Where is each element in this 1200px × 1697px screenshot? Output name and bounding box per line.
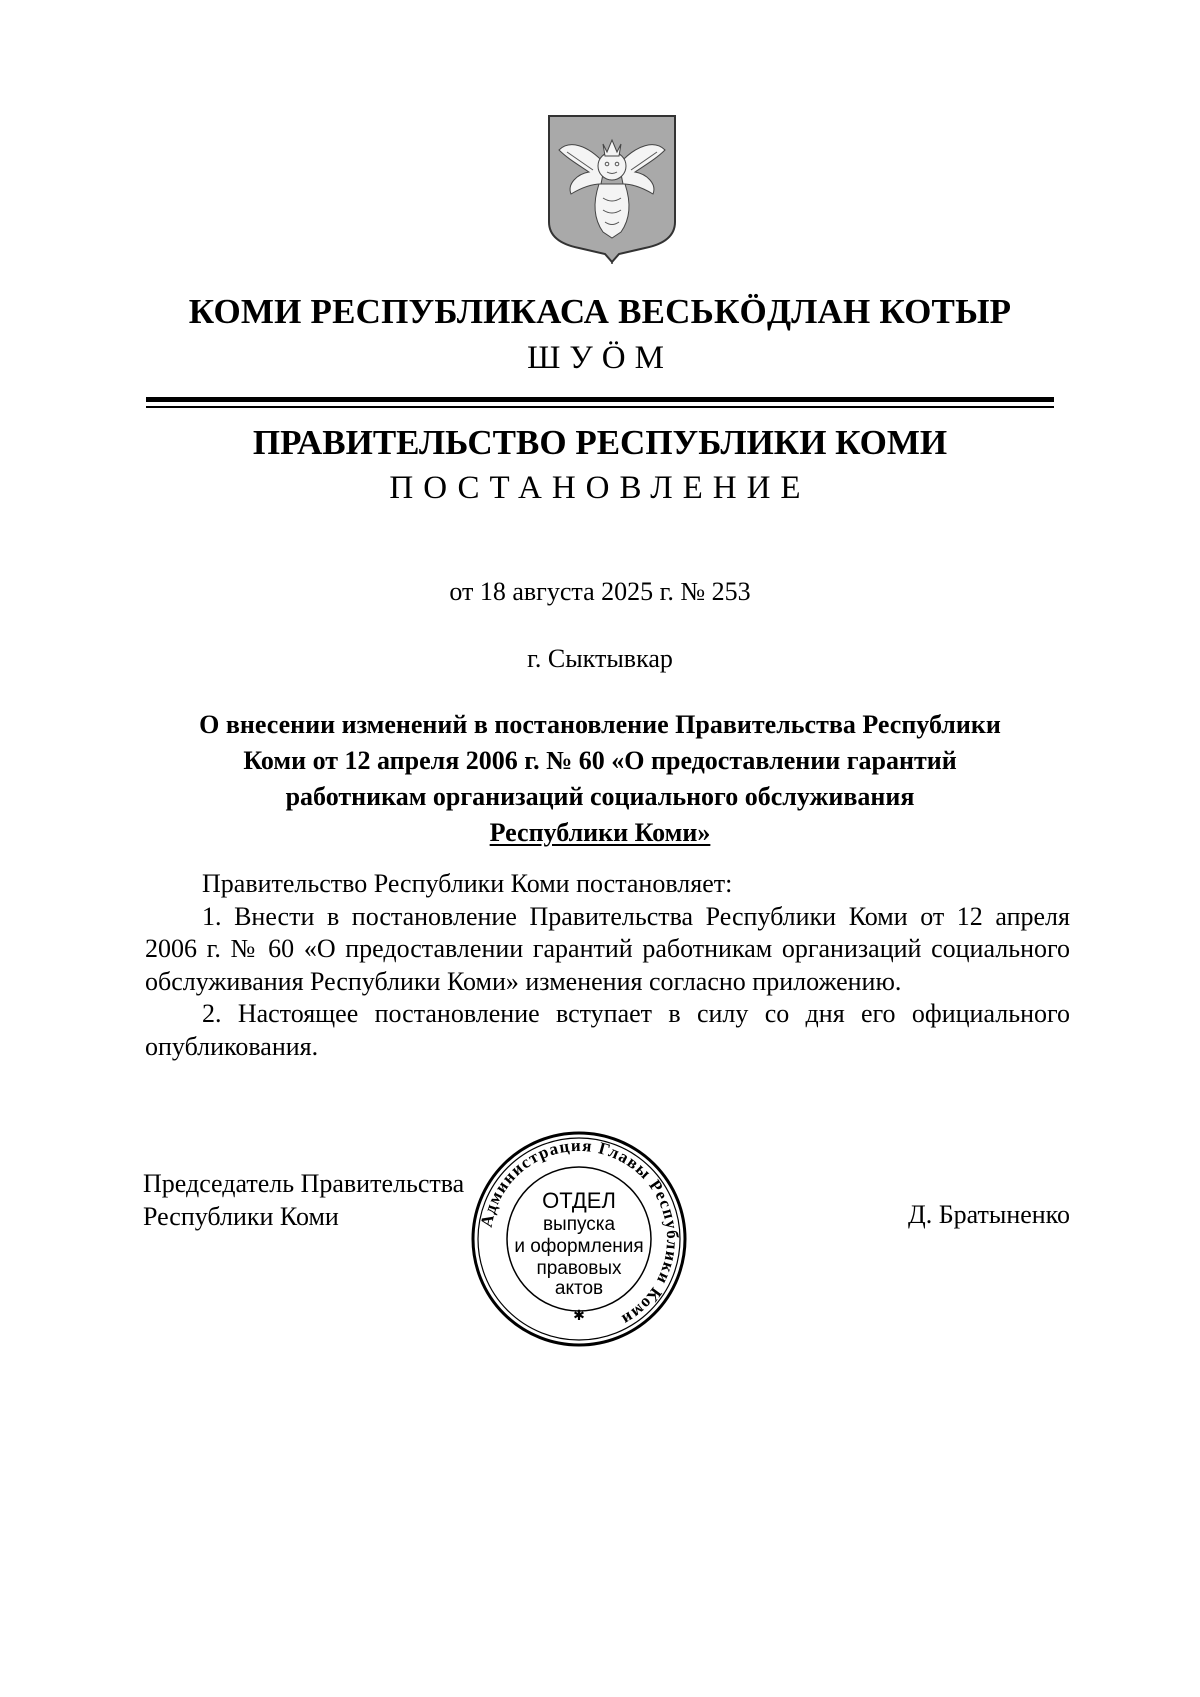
signatory-name: Д. Братыненко <box>907 1200 1070 1229</box>
header-divider-thin <box>146 406 1054 408</box>
signatory-position-line: Республики Коми <box>143 1202 339 1231</box>
official-seal-icon <box>468 1128 690 1350</box>
seal-line: и оформления <box>514 1236 644 1257</box>
seal-ring-text: Администрация Главы Республики Коми <box>476 1135 683 1330</box>
document-title-line: Республики Коми» <box>489 818 711 847</box>
komi-document-type: ШУӦМ <box>527 340 673 376</box>
document-title <box>120 707 1080 851</box>
item-1-paragraph: 1. Внести в постановление Правительства Республики Коми от 12 апреля 2006 г. № 60 «О предоставлении гарантий работникам организаций социального обслуживания Республики Коми» изменения согласно приложению. <box>145 901 1070 996</box>
komi-government-title: КОМИ РЕСПУБЛИКАСА ВЕСЬКӦДЛАН КОТЫР <box>188 292 1012 331</box>
document-title-line: работникам организаций социального обслуживания <box>285 782 915 811</box>
seal-line: выпуска <box>542 1214 616 1235</box>
item-2-paragraph: 2. Настоящее постановление вступает в силу со дня его официального опубликования. <box>145 999 1070 1061</box>
coat-of-arms-icon <box>547 114 677 264</box>
document-type: ПОСТАНОВЛЕНИЕ <box>389 470 811 506</box>
document-title-line: О внесении изменений в постановление Правительства Республики <box>199 710 1001 739</box>
seal-line: правовых <box>536 1258 622 1279</box>
document-body <box>145 868 1070 1063</box>
seal-line: ОТДЕЛ <box>542 1188 616 1213</box>
preamble-paragraph: Правительство Республики Коми постановляет: <box>202 869 733 898</box>
document-city: г. Сыктывкар <box>527 644 673 673</box>
signatory-position <box>143 1167 464 1233</box>
seal-star: ✱ <box>573 1309 585 1324</box>
government-title: ПРАВИТЕЛЬСТВО РЕСПУБЛИКИ КОМИ <box>252 423 948 462</box>
document-title-line: Коми от 12 апреля 2006 г. № 60 «О предоставлении гарантий <box>243 746 957 775</box>
signatory-position-line: Председатель Правительства <box>143 1169 465 1198</box>
seal-line: актов <box>554 1278 604 1299</box>
document-dateline: от 18 августа 2025 г. № 253 <box>449 577 751 606</box>
header-divider-thick <box>146 397 1054 402</box>
